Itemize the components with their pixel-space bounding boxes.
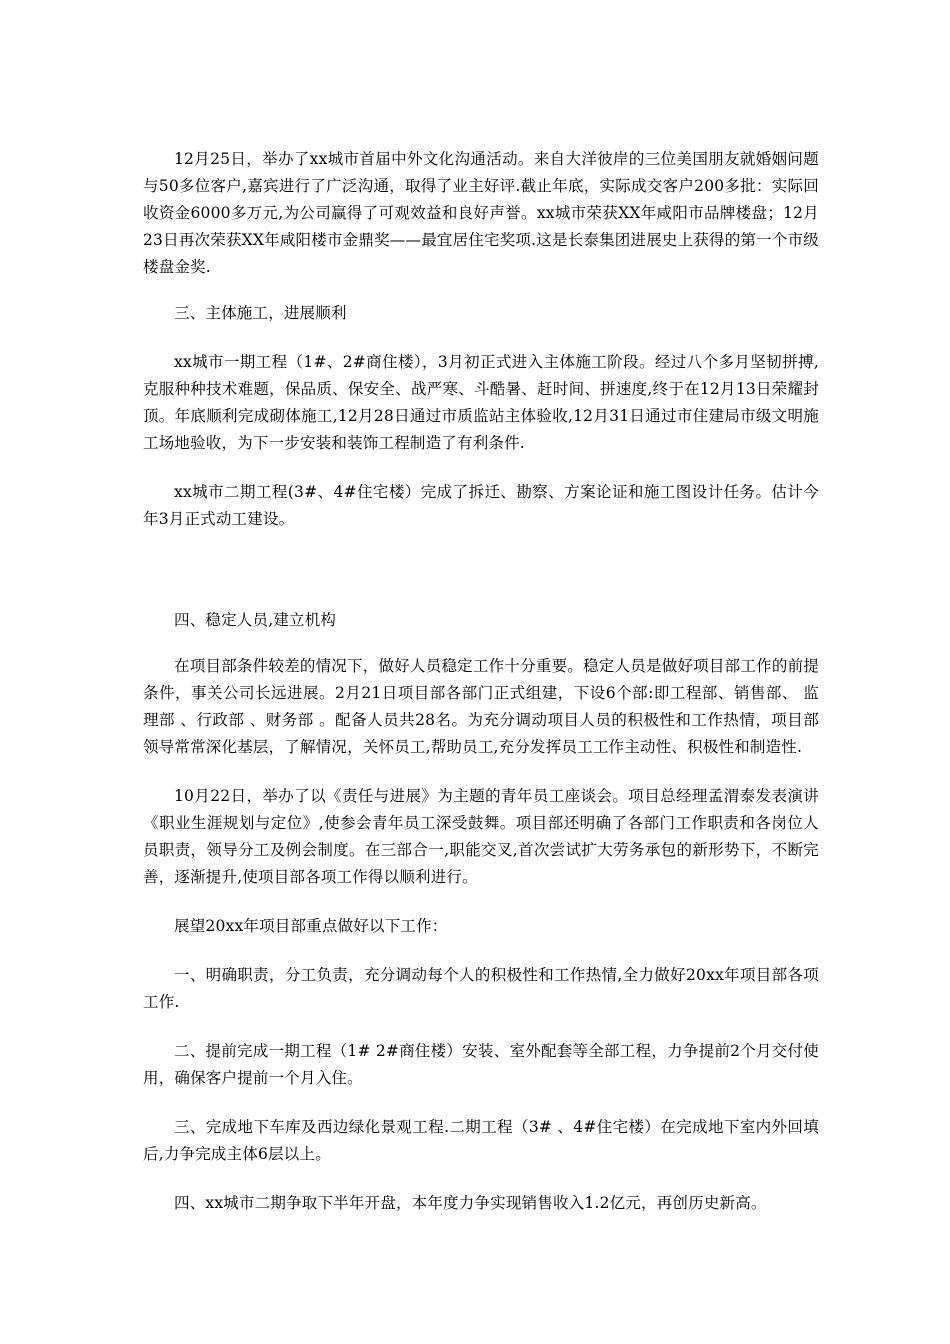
- section-heading-construction: 三、主体施工，进展顺利: [174, 304, 347, 322]
- paragraph-phase-one: xx城市一期工程（1#、2#商住楼），3月初正式进入主体施工阶段。经过八个多月坚韧拼搏,克服种种技术难题，保品质、保安全、战严寒、斗酷暑、赶时间、拼速度,终于在12月13日荣耀封顶。年底顺利完成砌体施工,12月28日通过市质监站主体验收,12月31日通过市住建局市级文明施工场地验收，为下一步安装和装饰工程制造了有利条件.: [143, 353, 819, 452]
- paragraph-task-three: 三、完成地下车库及西边绿化景观工程.二期工程（3# 、4#住宅楼）在完成地下室内外回填后,力争完成主体6层以上。: [143, 1118, 819, 1163]
- paragraph-task-one: 一、明确职责，分工负责，充分调动每个人的积极性和工作热情,全力做好20xx年项目部各项工作.: [143, 966, 819, 1011]
- document-body: [143, 146, 819, 1217]
- paragraph-outlook: 展望20xx年项目部重点做好以下工作：: [174, 917, 448, 935]
- paragraph-phase-two: xx城市二期工程(3#、4#住宅楼）完成了拆迁、勘察、方案论证和施工图设计任务。估计今年3月正式动工建设。: [143, 483, 819, 528]
- paragraph-culture-event: 12月25日，举办了xx城市首届中外文化沟通活动。来自大洋彼岸的三位美国朋友就婚姻问题与50多位客户,嘉宾进行了广泛沟通，取得了业主好评.截止年底，实际成交客户200多批：实际回收资金6000多万元,为公司赢得了可观效益和良好声誉。xx城市荣获XX年咸阳市品牌楼盘；12月23日再次荣获XX年咸阳楼市金鼎奖——最宜居住宅奖项.这是长泰集团进展史上获得的第一个市级楼盘金奖.: [143, 150, 819, 276]
- paragraph-task-four: 四、xx城市二期争取下半年开盘，本年度力争实现销售收入1.2亿元，再创历史新高。: [174, 1194, 767, 1212]
- section-heading-staff: 四、稳定人员,建立机构: [174, 611, 337, 629]
- paragraph-task-two: 二、提前完成一期工程（1# 2#商住楼）安装、室外配套等全部工程，力争提前2个月交付使用，确保客户提前一个月入住。: [143, 1042, 819, 1087]
- paragraph-staff-stability: 在项目部条件较差的情况下，做好人员稳定工作十分重要。稳定人员是做好项目部工作的前提条件，事关公司长远进展。2月21日项目部各部门正式组建，下设6个部:即工程部、销售部、 监理部 、行政部 、财务部 。配备人员共28名。为充分调动项目人员的积极性和工作热情，项目部领导常常深化基层，了解情况，关怀员工,帮助员工,充分发挥员工工作主动性、积极性和制造性.: [143, 657, 819, 756]
- paragraph-youth-forum: 10月22日，举办了以《责任与进展》为主题的青年员工座谈会。项目总经理孟渭泰发表演讲《职业生涯规划与定位》,使参会青年员工深受鼓舞。项目部还明确了各部门工作职责和各岗位人员职责，领导分工及例会制度。在三部合一,职能交叉,首次尝试扩大劳务承包的新形势下，不断完善，逐渐提升,使项目部各项工作得以顺利进行。: [143, 787, 819, 886]
